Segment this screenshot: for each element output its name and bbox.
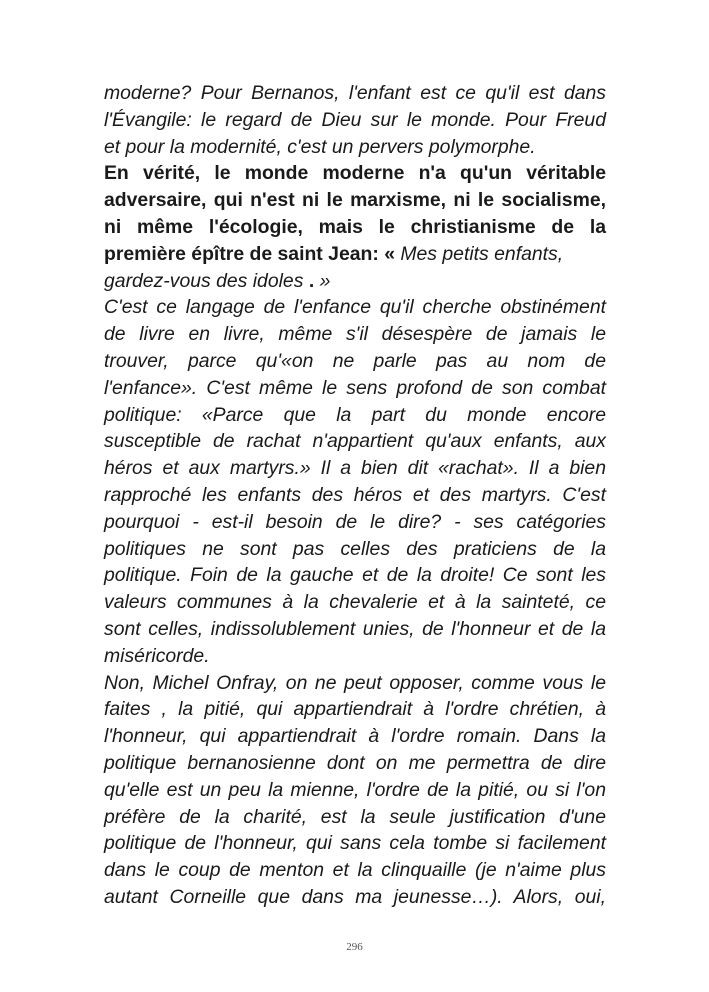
text-line: politique. Foin de la gauche et de la droite! Ce sont les — [104, 564, 606, 587]
text-line: moderne? Pour Bernanos, l'enfant est ce qu'il est dans — [104, 82, 606, 104]
text-line: adversaire, qui n'est ni le marxisme, ni le socialisme, — [104, 189, 606, 212]
text-line: rapproché les enfants des héros et des martyrs. C'est — [104, 483, 606, 506]
text-line: faites , la pitié, qui appartiendrait à l'ordre chrétien, à — [104, 698, 606, 721]
text-line: valeurs communes à la chevalerie et à la sainteté, ce — [104, 591, 606, 614]
text-line: politiques ne sont pas celles des praticiens de la — [104, 537, 606, 560]
text-line-italic-part: gardez-vous des idoles — [104, 269, 304, 292]
text-line: miséricorde. — [104, 644, 210, 667]
text-line: politique: «Parce que la part du monde encore — [104, 403, 606, 426]
text-line: En vérité, le monde moderne n'a qu'un véritable — [104, 162, 606, 185]
text-line: préfère de la charité, est la seule justification d'une — [104, 805, 606, 828]
text-line: C'est ce langage de l'enfance qu'il cherche obstinément — [104, 296, 606, 319]
text-line: l'Évangile: le regard de Dieu sur le monde. Pour Freud — [104, 108, 606, 131]
text-line: et pour la modernité, c'est un pervers polymorphe. — [104, 135, 536, 158]
text-line: qu'elle est un peu la mienne, l'ordre de la pitié, ou si l'on — [104, 778, 606, 801]
text-line: héros et aux martyrs.» Il a bien dit «rachat». Il a bien — [104, 457, 606, 480]
text-line: ni même l'écologie, mais le christianisme de la — [104, 215, 606, 238]
text-line: Non, Michel Onfray, on ne peut opposer, comme vous le — [104, 671, 606, 694]
body-text — [104, 80, 606, 911]
text-line: autant Corneille que dans ma jeunesse…). Alors, oui, — [104, 885, 606, 908]
text-line-italic-part: Mes petits enfants, — [400, 242, 564, 265]
text-line: pourquoi - est-il besoin de le dire? - ses catégories — [104, 510, 606, 533]
text-line: dans le coup de menton et la clinquaille (je n'aime plus — [104, 859, 606, 882]
text-line: politique bernanosienne dont on me permettra de dire — [104, 751, 606, 774]
text-line: l'enfance». C'est même le sens profond de son combat — [104, 376, 606, 399]
text-line-bold-part: . — [308, 269, 315, 292]
text-line: sont celles, indissolublement unies, de l'honneur et de la — [104, 617, 606, 640]
page-number: 296 — [346, 941, 363, 953]
text-line: de livre en livre, même s'il désespère de jamais le — [104, 323, 606, 346]
text-line: trouver, parce qu'«on ne parle pas au nom de — [104, 349, 606, 372]
text-line — [104, 241, 606, 268]
text-line: politique de l'honneur, qui sans cela tombe si facilement — [104, 832, 606, 855]
text-line-italic-part: » — [319, 269, 331, 292]
text-line: susceptible de rachat n'appartient qu'aux enfants, aux — [104, 430, 606, 453]
text-line — [104, 268, 606, 295]
text-line: l'honneur, qui appartiendrait à l'ordre romain. Dans la — [104, 725, 606, 748]
text-line-bold-part: première épître de saint Jean: « — [104, 242, 395, 265]
